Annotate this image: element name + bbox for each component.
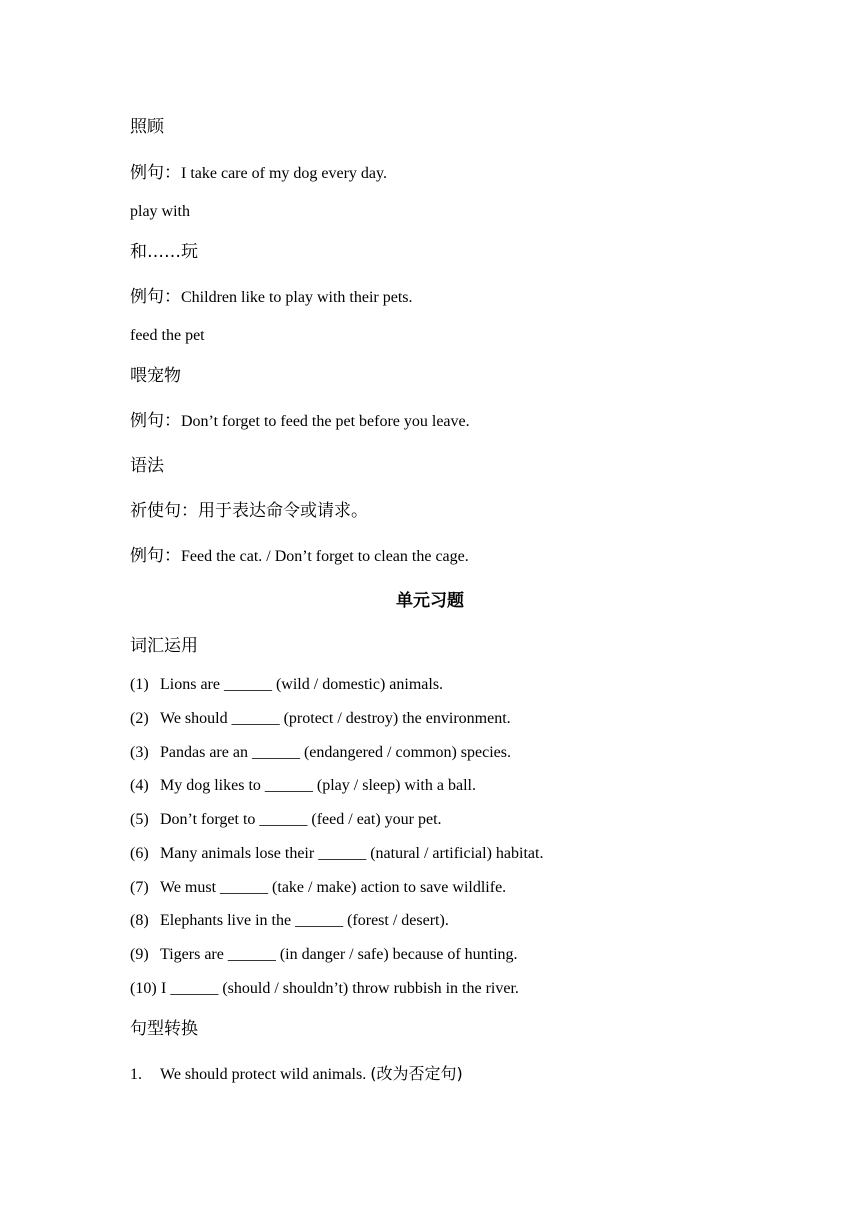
item-hint: (改为否定句): [370, 1064, 463, 1083]
example-label: 例句：: [130, 411, 181, 431]
exercise-item: [130, 776, 476, 796]
exercise-item: [130, 945, 518, 965]
vocab-usage-heading: 词汇运用: [130, 636, 198, 656]
item-text: We should ______ (protect / destroy) the environment.: [160, 710, 511, 727]
item-number: (4): [130, 777, 149, 794]
example-sentence: Don’t forget to feed the pet before you leave.: [181, 413, 470, 430]
item-number: (3): [130, 744, 149, 761]
grammar-heading: 语法: [130, 456, 164, 476]
example-sentence: Feed the cat. / Don’t forget to clean the cage.: [181, 548, 469, 565]
play-with-meaning: 和……玩: [130, 242, 198, 262]
exercise-item: [130, 844, 543, 864]
exercise-item: [130, 911, 449, 931]
exercise-item: [130, 878, 506, 898]
example-label: 例句：: [130, 163, 181, 183]
grammar-rule: 祈使句：用于表达命令或请求。: [130, 501, 368, 521]
take-care-meaning: 照顾: [130, 117, 164, 137]
item-number: (5): [130, 811, 149, 828]
transform-item: [130, 1064, 463, 1085]
transform-heading: 句型转换: [130, 1019, 198, 1039]
item-number: (9): [130, 946, 149, 963]
item-text: We must ______ (take / make) action to save wildlife.: [160, 879, 507, 896]
item-number: (10): [130, 980, 157, 997]
item-number: (8): [130, 912, 149, 929]
item-number: 1.: [130, 1066, 142, 1083]
item-text: I ______ (should / shouldn’t) throw rubbish in the river.: [161, 980, 519, 997]
item-text: We should protect wild animals.: [160, 1066, 371, 1083]
example-label: 例句：: [130, 287, 181, 307]
item-text: Many animals lose their ______ (natural / artificial) habitat.: [160, 845, 544, 862]
item-text: Pandas are an ______ (endangered / common) species.: [160, 744, 511, 761]
item-text: Elephants live in the ______ (forest / desert).: [160, 912, 449, 929]
item-text: Lions are ______ (wild / domestic) animals.: [160, 676, 444, 693]
exercise-item: [130, 675, 443, 695]
exercise-item: [130, 709, 511, 729]
take-care-example: [130, 163, 387, 184]
item-number: (2): [130, 710, 149, 727]
play-with-term: play with: [130, 203, 190, 220]
item-number: (1): [130, 676, 149, 693]
feed-example: [130, 411, 470, 432]
example-sentence: Children like to play with their pets.: [181, 289, 413, 306]
feed-term: feed the pet: [130, 327, 205, 344]
example-label: 例句：: [130, 546, 181, 566]
item-number: (6): [130, 845, 149, 862]
item-text: Don’t forget to ______ (feed / eat) your pet.: [160, 811, 442, 828]
item-text: Tigers are ______ (in danger / safe) because of hunting.: [160, 946, 518, 963]
item-text: My dog likes to ______ (play / sleep) with a ball.: [160, 777, 476, 794]
play-with-example: [130, 287, 413, 308]
exercise-item: [130, 743, 511, 763]
exercise-item: [130, 810, 442, 830]
item-number: (7): [130, 879, 149, 896]
exercise-item: [130, 979, 519, 999]
exercises-title: 单元习题: [396, 591, 464, 611]
example-sentence: I take care of my dog every day.: [181, 165, 387, 182]
feed-meaning: 喂宠物: [130, 366, 181, 386]
grammar-example: [130, 546, 469, 567]
